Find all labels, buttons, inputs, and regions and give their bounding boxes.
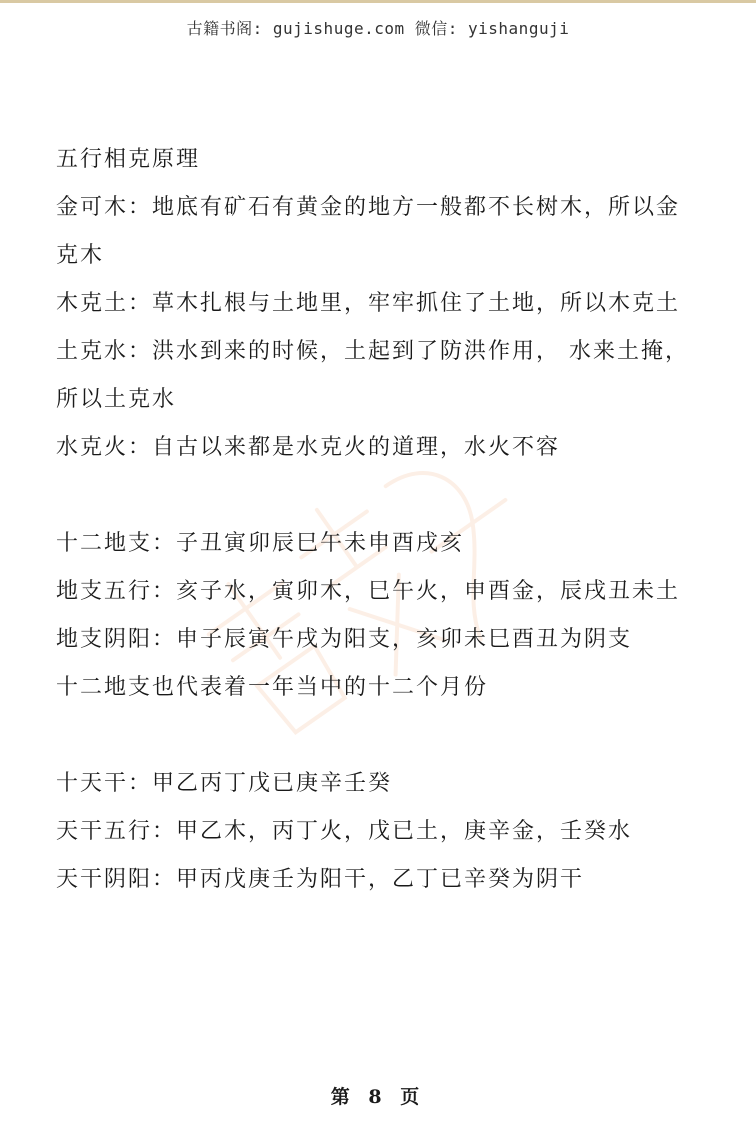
text-line: 土克水：洪水到来的时候，土起到了防洪作用， 水来土掩， bbox=[56, 339, 689, 364]
text-line: 所以土克水 bbox=[56, 387, 177, 412]
text-line: 地支五行：亥子水，寅卯木，巳午火，申酉金，辰戌丑未土 bbox=[56, 579, 681, 604]
site-header: 古籍书阁: gujishuge.com 微信: yishanguji bbox=[186, 19, 570, 38]
document-body bbox=[56, 136, 696, 904]
text-line: 十二地支也代表着一年当中的十二个月份 bbox=[56, 675, 489, 700]
page-number: 第 8 页 bbox=[330, 1086, 426, 1108]
paragraph-spacer bbox=[56, 712, 696, 760]
text-line: 木克土：草木扎根与土地里，牢牢抓住了土地，所以木克土 bbox=[56, 291, 681, 316]
text-line: 天干五行：甲乙木，丙丁火，戊已土，庚辛金，壬癸水 bbox=[56, 819, 633, 844]
text-line: 克木 bbox=[56, 243, 105, 268]
text-line: 天干阴阳：甲丙戊庚壬为阳干，乙丁已辛癸为阴干 bbox=[56, 867, 585, 892]
text-line: 十天干：甲乙丙丁戊已庚辛壬癸 bbox=[56, 771, 393, 796]
text-line: 金可木：地底有矿石有黄金的地方一般都不长树木，所以金 bbox=[56, 195, 681, 220]
section-title-wuxing-xiangke: 五行相克原理 bbox=[56, 147, 201, 172]
paragraph-spacer bbox=[56, 472, 696, 520]
text-line: 地支阴阳：申子辰寅午戌为阳支，亥卯未巳酉丑为阴支 bbox=[56, 627, 633, 652]
text-line: 水克火：自古以来都是水克火的道理，水火不容 bbox=[56, 435, 561, 460]
text-line: 十二地支：子丑寅卯辰巳午未申酉戌亥 bbox=[56, 531, 465, 556]
top-border-rule bbox=[0, 0, 756, 3]
